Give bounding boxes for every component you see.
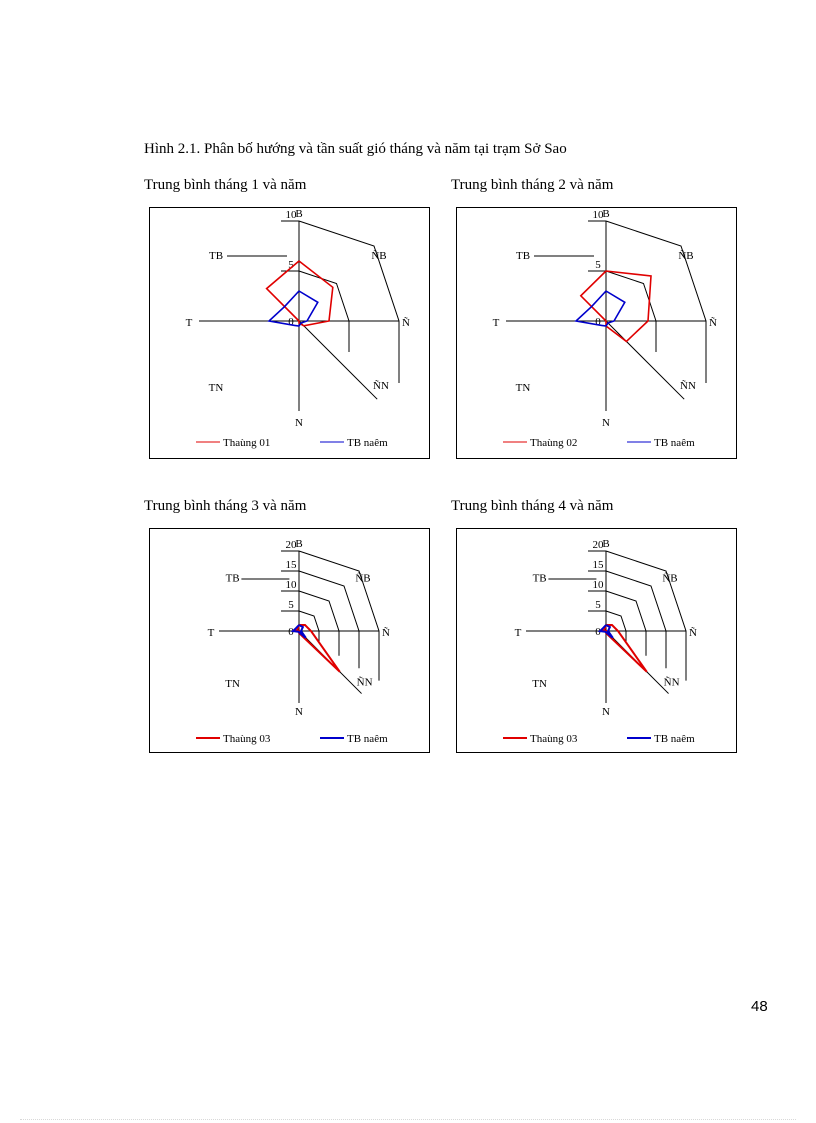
direction-label-w: T bbox=[207, 627, 215, 639]
legend-label-month: Thaùng 01 bbox=[223, 437, 271, 449]
direction-label-e: Ñ bbox=[382, 627, 390, 639]
page-bottom-divider bbox=[20, 1119, 796, 1120]
direction-label-se: ÑN bbox=[356, 676, 373, 689]
scale-label: 5 bbox=[595, 259, 601, 271]
scale-ring bbox=[299, 591, 339, 656]
legend-label-month: Thaùng 02 bbox=[530, 437, 578, 449]
scale-label: 5 bbox=[288, 259, 294, 271]
direction-label-w: T bbox=[514, 627, 522, 639]
chart-caption-4: Trung bình tháng 4 và năm bbox=[451, 498, 614, 514]
scale-label-zero: 0 bbox=[288, 316, 294, 328]
scale-label-zero: 0 bbox=[288, 626, 294, 638]
direction-label-nw: TB bbox=[225, 572, 240, 585]
direction-label-se: ÑN bbox=[680, 380, 696, 392]
scale-label: 15 bbox=[592, 559, 604, 571]
legend-label-annual: TB naêm bbox=[347, 437, 388, 449]
direction-label-nw: TB bbox=[208, 250, 224, 262]
scale-ring bbox=[606, 571, 666, 668]
direction-label-s: N bbox=[295, 417, 303, 429]
scale-label: 20 bbox=[285, 539, 297, 551]
page-number: 48 bbox=[751, 998, 768, 1015]
direction-label-s: N bbox=[295, 706, 303, 718]
wind-rose-chart-4 bbox=[456, 528, 737, 753]
wind-rose-svg bbox=[457, 208, 738, 460]
scale-ring bbox=[606, 551, 686, 681]
direction-label-e: Ñ bbox=[709, 317, 717, 329]
chart-caption-1: Trung bình tháng 1 và năm bbox=[144, 177, 307, 193]
direction-label-e: Ñ bbox=[402, 317, 410, 329]
legend-label-month: Thaùng 03 bbox=[530, 733, 578, 745]
direction-label-nw: TB bbox=[532, 572, 547, 585]
direction-label-s: N bbox=[602, 706, 610, 718]
scale-label-zero: 0 bbox=[595, 626, 601, 638]
scale-label-zero: 0 bbox=[595, 316, 601, 328]
legend-label-annual: TB naêm bbox=[654, 733, 695, 745]
direction-label-n: B bbox=[602, 208, 610, 220]
direction-label-s: N bbox=[602, 417, 610, 429]
direction-label-sw: TN bbox=[225, 678, 240, 690]
direction-label-n: B bbox=[295, 208, 303, 220]
legend-label-month: Thaùng 03 bbox=[223, 733, 271, 745]
direction-label-se: ÑN bbox=[663, 676, 680, 689]
direction-label-sw: TN bbox=[208, 382, 224, 394]
direction-label-nw: TB bbox=[515, 250, 531, 262]
direction-label-n: B bbox=[295, 538, 303, 550]
direction-label-e: Ñ bbox=[689, 627, 697, 639]
direction-label-w: T bbox=[492, 317, 500, 329]
direction-label-w: T bbox=[185, 317, 193, 329]
legend-label-annual: TB naêm bbox=[347, 733, 388, 745]
scale-ring bbox=[299, 221, 399, 383]
chart-caption-3: Trung bình tháng 3 và năm bbox=[144, 498, 307, 514]
legend-label-annual: TB naêm bbox=[654, 437, 695, 449]
direction-label-n: B bbox=[602, 538, 610, 550]
direction-label-sw: TN bbox=[532, 678, 547, 690]
figure-title: Hình 2.1. Phân bố hướng và tần suất gió tháng và năm tại trạm Sở Sao bbox=[144, 141, 567, 157]
scale-label: 10 bbox=[285, 579, 297, 591]
scale-label: 20 bbox=[592, 539, 604, 551]
wind-rose-svg bbox=[457, 529, 738, 754]
direction-label-ne: ÑB bbox=[662, 572, 678, 585]
axis-southeast bbox=[606, 321, 684, 399]
scale-label: 15 bbox=[285, 559, 297, 571]
wind-rose-chart-1 bbox=[149, 207, 430, 459]
scale-ring bbox=[606, 591, 646, 656]
scale-ring bbox=[299, 551, 379, 681]
direction-label-ne: ÑB bbox=[371, 250, 387, 262]
scale-label: 10 bbox=[285, 209, 297, 221]
direction-label-sw: TN bbox=[515, 382, 531, 394]
wind-rose-svg bbox=[150, 529, 431, 754]
scale-label: 10 bbox=[592, 209, 604, 221]
scale-label: 5 bbox=[288, 599, 294, 611]
chart-caption-2: Trung bình tháng 2 và năm bbox=[451, 177, 614, 193]
direction-label-ne: ÑB bbox=[355, 572, 371, 585]
scale-ring bbox=[606, 221, 706, 383]
direction-label-se: ÑN bbox=[373, 380, 389, 392]
scale-ring bbox=[299, 571, 359, 668]
scale-label: 5 bbox=[595, 599, 601, 611]
scale-ring bbox=[299, 271, 349, 352]
wind-rose-chart-3 bbox=[149, 528, 430, 753]
axis-southeast bbox=[299, 321, 377, 399]
wind-rose-chart-2 bbox=[456, 207, 737, 459]
wind-rose-svg bbox=[150, 208, 431, 460]
scale-label: 10 bbox=[592, 579, 604, 591]
direction-label-ne: ÑB bbox=[678, 250, 694, 262]
